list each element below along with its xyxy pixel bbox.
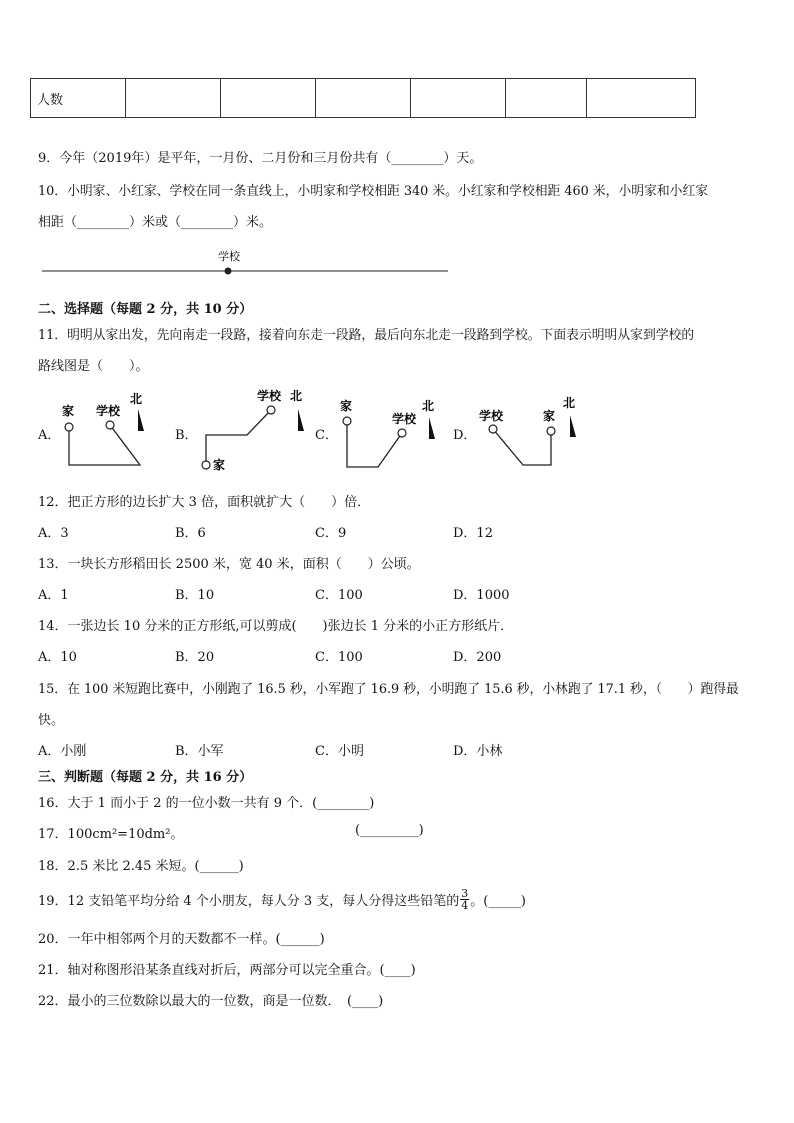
q13-option-d[interactable]: D．1000 [453,588,510,603]
question-9: 9．今年（2019年）是平年，一月份、二月份和三月份共有（________）天。 [38,151,483,166]
q12-option-d[interactable]: D．12 [453,526,493,541]
north-label: 北 [422,399,435,413]
question-15-line2: 快。 [38,713,65,728]
school-point-icon [489,425,497,433]
north-label: 北 [563,396,576,410]
q15-option-c[interactable]: C．小明 [315,744,364,759]
q11-option-a-route-map[interactable] [58,385,158,475]
q15-option-b[interactable]: B．小军 [175,744,224,759]
q14-option-b[interactable]: B．20 [175,650,215,665]
q15-option-d[interactable]: D．小林 [453,744,503,759]
question-13: 13．一块长方形稻田长 2500 米，宽 40 米，面积（ ）公顷。 [38,557,420,572]
q11-option-b-route-map[interactable] [195,385,310,475]
table-row [31,79,696,118]
school-point-icon [267,406,275,414]
question-16: 16．大于 1 而小于 2 的一位小数一共有 9 个．(________) [38,796,375,811]
question-15-line1: 15．在 100 米短跑比赛中，小刚跑了 16.5 秒，小军跑了 16.9 秒，小明跑了 15.6 秒，小林跑了 17.1 秒，（ ）跑得最 [38,682,739,697]
route-line [69,425,140,465]
q13-option-a[interactable]: A．1 [38,588,69,603]
section-2-title: 二、选择题（每题 2 分，共 10 分） [38,302,253,317]
table-cell [506,79,587,118]
q12-option-a[interactable]: A．3 [38,526,69,541]
north-arrow-icon [570,415,576,437]
q11-option-c-route-map[interactable] [330,385,445,475]
school-point-icon [398,429,406,437]
table-cell [587,79,696,118]
question-22: 22．最小的三位数除以最大的一位数，商是一位数． (____) [38,994,384,1009]
home-point-icon [343,417,351,425]
fraction [460,888,469,911]
q12-option-c[interactable]: C．9 [315,526,347,541]
home-label: 家 [213,458,226,472]
question-21: 21．轴对称图形沿某条直线对折后，两部分可以完全重合。(____) [38,963,416,978]
question-14: 14．一张边长 10 分米的正方形纸,可以剪成( )张边长 1 分米的小正方形纸片． [38,619,514,634]
question-20: 20．一年中相邻两个月的天数都不一样。(______) [38,932,325,947]
north-arrow-icon [429,417,435,439]
home-point-icon [202,461,210,469]
home-point-icon [65,423,73,431]
school-line-figure [38,245,458,280]
q12-option-b[interactable]: B．6 [175,526,206,541]
home-label: 家 [543,409,556,423]
school-label: 学校 [479,409,504,423]
q13-option-c[interactable]: C．100 [315,588,363,603]
home-label: 家 [62,404,75,418]
question-10-line1: 10．小明家、小红家、学校在同一条直线上，小明家和学校相距 340 米。小红家和学校相距 460 米，小明家和小红家 [38,184,709,199]
q13-option-b[interactable]: B．10 [175,588,215,603]
fraction-numerator: 3 [461,887,469,900]
question-17-blank: (_________) [355,823,424,838]
school-label: 学校 [218,250,240,263]
q11-option-b-letter[interactable]: B． [175,428,198,443]
question-11-line2: 路线图是（ ）。 [38,359,149,374]
answer-table [30,78,696,118]
table-cell [221,79,316,118]
q11-option-d-letter[interactable]: D． [453,428,477,443]
question-18: 18．2.5 米比 2.45 米短。(______) [38,859,244,874]
question-17-text: 17．100cm²=10dm²。 [38,827,184,842]
home-point-icon [547,427,555,435]
school-label: 学校 [257,389,282,403]
section-3-title: 三、判断题（每题 2 分，共 16 分） [38,770,253,785]
north-label: 北 [290,389,303,403]
q14-option-d[interactable]: D．200 [453,650,502,665]
table-cell [126,79,221,118]
route-line [206,410,271,465]
north-arrow-icon [298,409,304,431]
q15-option-a[interactable]: A．小刚 [38,744,87,759]
school-point-icon [106,421,114,429]
route-line [347,421,402,467]
question-19-text: 19．12 支铅笔平均分给 4 个小朋友，每人分 3 支，每人分得这些铅笔的 [38,894,460,909]
school-label: 学校 [392,412,417,426]
question-19 [38,888,526,911]
q14-option-c[interactable]: C．100 [315,650,363,665]
q11-option-a-letter[interactable]: A． [38,428,61,443]
school-point-icon [225,268,232,275]
home-label: 家 [340,399,353,413]
q14-option-a[interactable]: A．10 [38,650,77,665]
question-11-line1: 11．明明从家出发，先向南走一段路，接着向东走一段路，最后向东北走一段路到学校。下面表示明明从家到学校的 [38,328,695,343]
route-line [493,429,551,465]
north-label: 北 [130,392,143,406]
table-row-label: 人数 [31,79,126,118]
q11-option-d-route-map[interactable] [475,385,590,475]
table-cell [316,79,411,118]
fraction-denominator: 4 [461,899,469,912]
q11-option-c-letter[interactable]: C． [315,428,338,443]
table-cell [411,79,506,118]
question-12: 12．把正方形的边长扩大 3 倍，面积就扩大（ ）倍． [38,495,371,510]
question-19-blank: 。(_____) [470,894,526,909]
question-10-line2: 相距（________）米或（________）米。 [38,215,273,230]
north-arrow-icon [138,409,144,431]
school-label: 学校 [96,404,121,418]
